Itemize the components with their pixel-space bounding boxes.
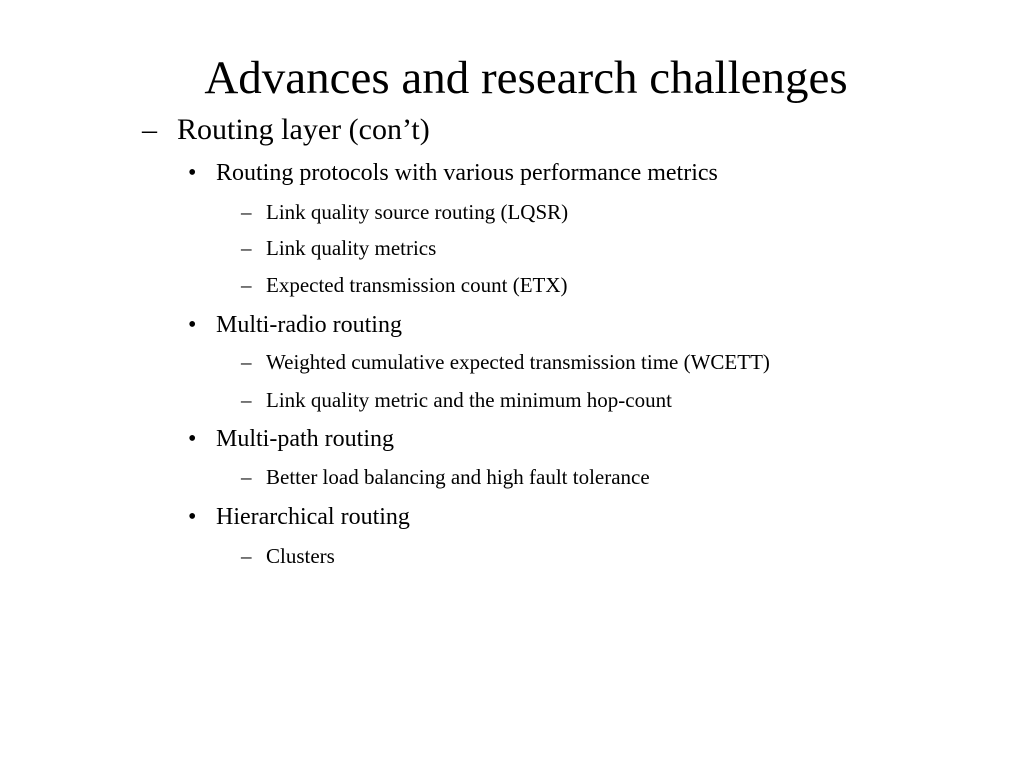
dash-marker: – <box>241 273 252 297</box>
bullet-marker: • <box>188 504 197 530</box>
outline-item-text: Multi-path routing <box>216 426 394 452</box>
outline-item-text: Link quality metrics <box>266 236 437 260</box>
outline-item-text: Better load balancing and high fault tolerance <box>266 465 650 489</box>
outline-item-text: Weighted cumulative expected transmission time (WCETT) <box>266 350 770 374</box>
outline-item-text: Routing layer (con’t) <box>177 113 430 146</box>
outline-item-text: Clusters <box>266 544 335 568</box>
outline-item-level-3 <box>241 235 436 261</box>
outline-item-level-2 <box>188 424 394 454</box>
outline-item-text: Routing protocols with various performance metrics <box>216 160 718 186</box>
dash-marker: – <box>241 350 252 374</box>
dash-marker: – <box>241 236 252 260</box>
dash-marker: – <box>241 544 252 568</box>
outline-item-level-3 <box>241 387 672 413</box>
outline-item-level-1 <box>142 112 430 148</box>
outline-item-level-3 <box>241 543 335 569</box>
outline-item-level-3 <box>241 272 568 298</box>
outline-item-text: Expected transmission count (ETX) <box>266 273 568 297</box>
outline-item-text: Link quality metric and the minimum hop-count <box>266 388 672 412</box>
outline-item-level-2 <box>188 310 402 340</box>
outline-item-level-3 <box>241 349 770 375</box>
outline-item-level-2 <box>188 502 410 532</box>
dash-marker: – <box>241 388 252 412</box>
dash-marker: – <box>142 113 157 146</box>
bullet-marker: • <box>188 426 197 452</box>
outline-item-level-3 <box>241 464 650 490</box>
outline-item-text: Hierarchical routing <box>216 504 410 530</box>
outline-item-level-3 <box>241 199 568 225</box>
outline-item-text: Link quality source routing (LQSR) <box>266 200 569 224</box>
slide-title: Advances and research challenges <box>204 52 848 104</box>
outline-item-text: Multi-radio routing <box>216 312 402 338</box>
bullet-marker: • <box>188 160 197 186</box>
bullet-marker: • <box>188 312 197 338</box>
outline-item-level-2 <box>188 158 718 188</box>
dash-marker: – <box>241 200 252 224</box>
dash-marker: – <box>241 465 252 489</box>
